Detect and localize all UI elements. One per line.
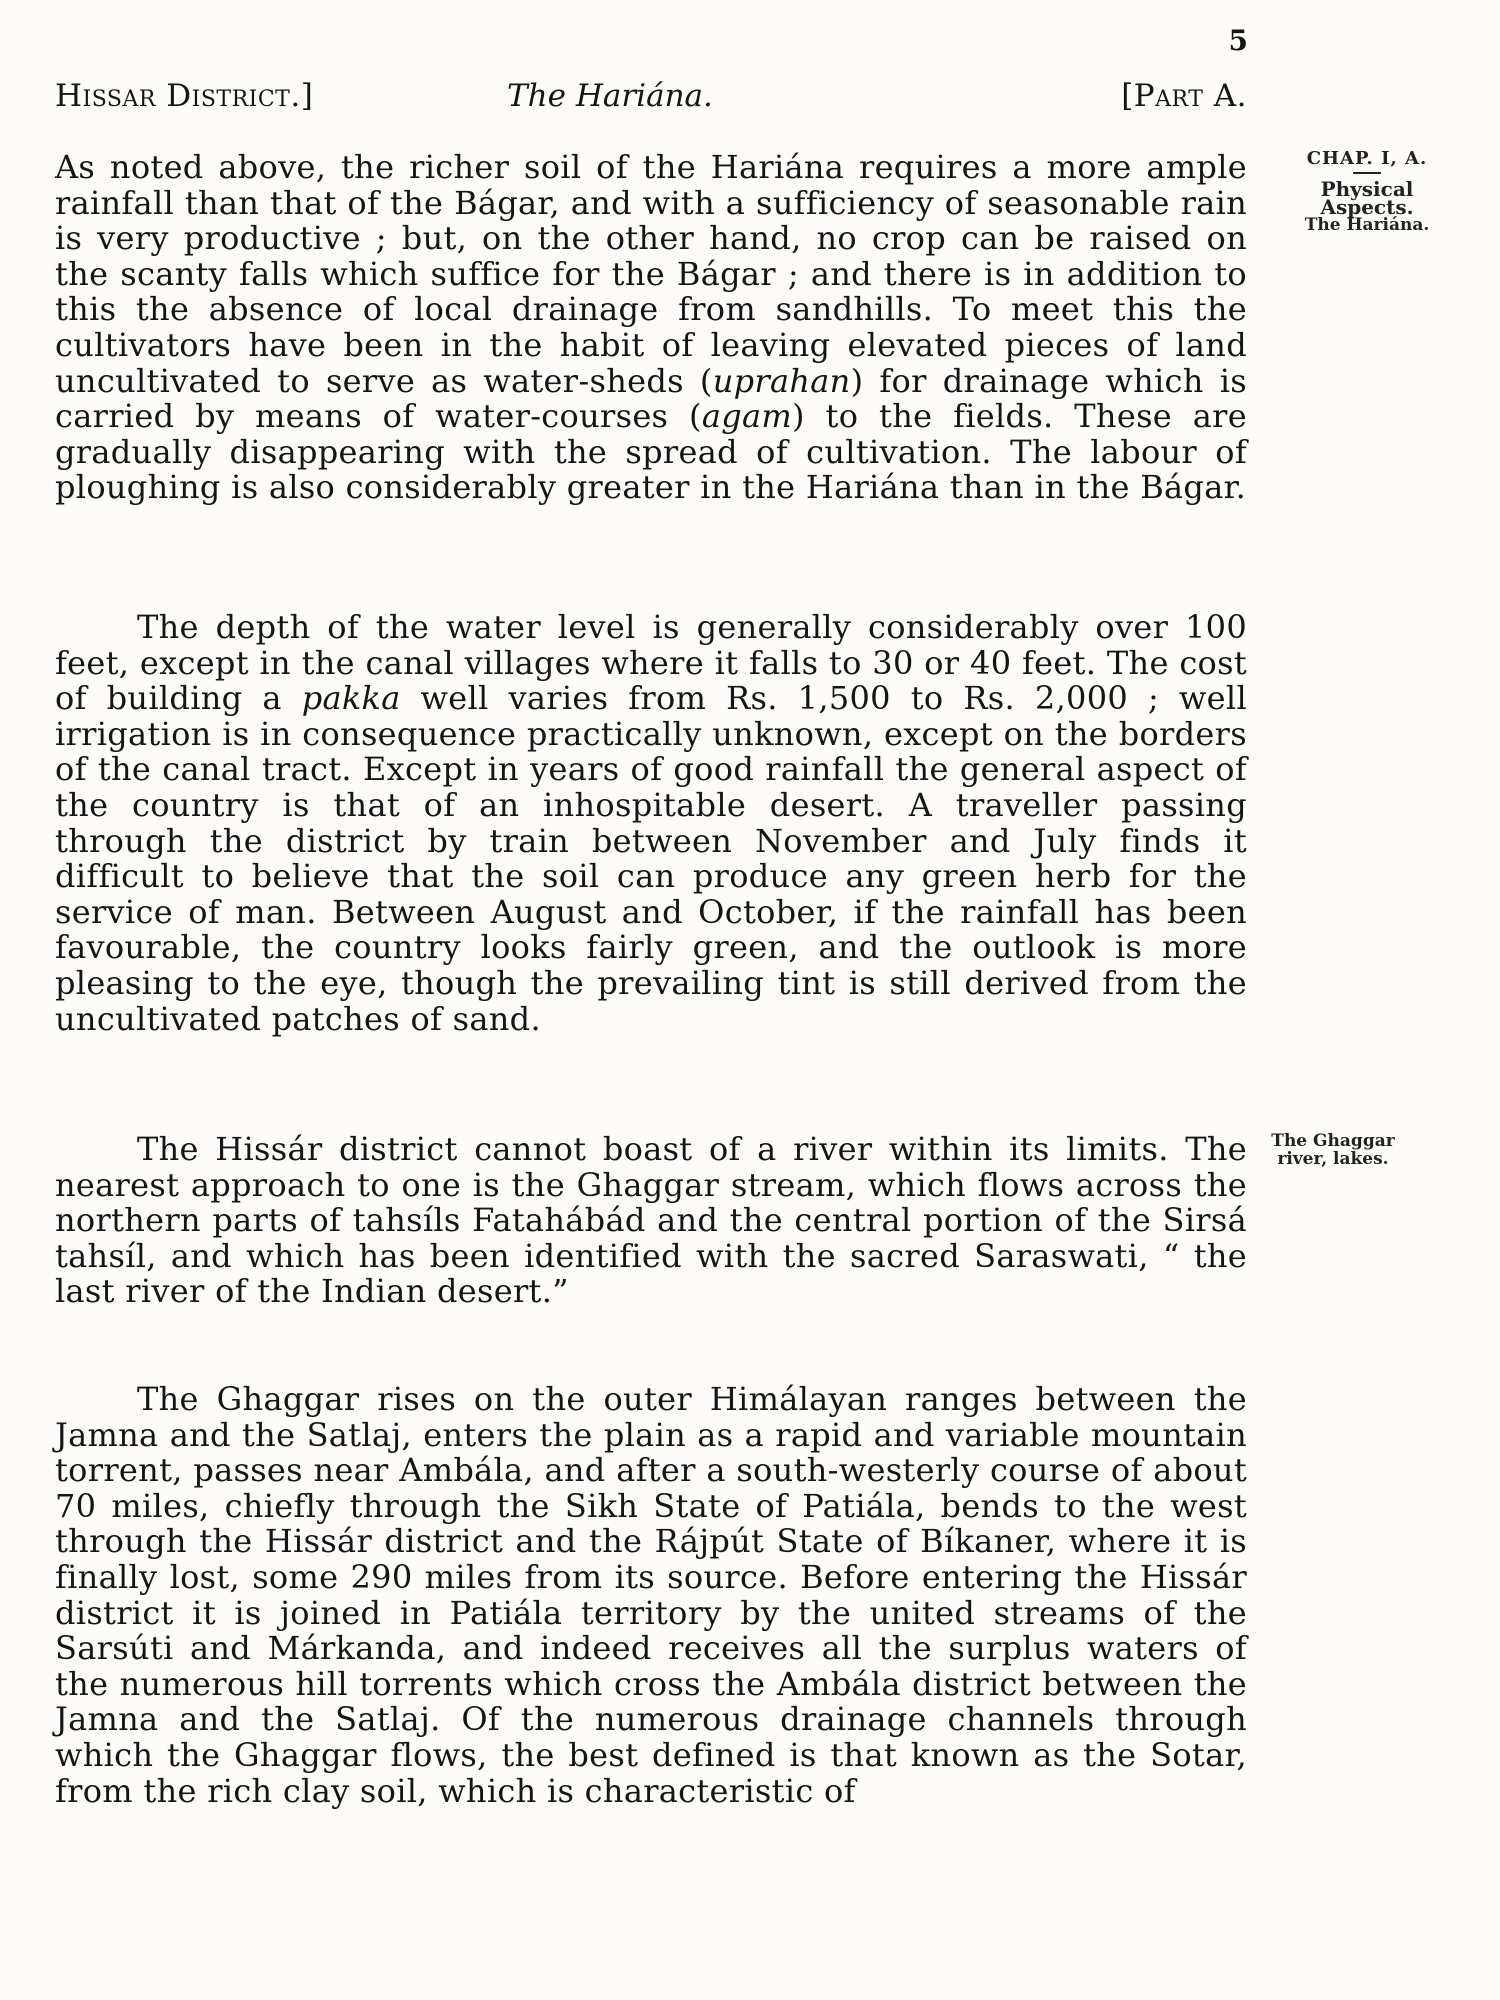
italic-term-pakka: pakka (301, 679, 401, 718)
paragraph-text: The Hissár district cannot boast of a river within its limits. The nearest approach to one is the Ghaggar stream, which flows across the northern parts of tahsíls Fatahábád and the central portion of the Sirsá tahsíl, and which has been identified with the sacred Saraswati, “ the last river of the Indian desert.” (55, 1130, 1247, 1311)
margin-physical-aspects: Physical Aspects. (1320, 177, 1414, 219)
paragraph-text: The Ghaggar rises on the outer Himálayan ranges between the Jamna and the Satlaj, enters the plain as a rapid and variable mountain torrent, passes near Ambála, and after a south-westerly course of about 70 miles, chiefly through the Sikh State of Patiála, bends to the west through the Hissár district and the Rájpút State of Bíkaner, where it is finally lost, some 290 miles from its source. Before entering the Hissár district it is joined in Patiála territory by the united streams of the Sarsúti and Márkanda, and indeed receives all the surplus waters of the numerous hill torrents which cross the Ambála district between the Jamna and the Satlaj. Of the numerous drainage channels through which the Ghaggar flows, the best defined is that known as the Sotar, from the rich clay soil, which is characteristic of (55, 1380, 1247, 1810)
paragraph-ghaggar-intro (55, 1132, 1247, 1310)
paragraph-hariana-soil (55, 150, 1247, 506)
paragraph-ghaggar-course (55, 1382, 1247, 1809)
paragraph-text: ) to the fields. These are gradually disappearing with the spread of cultivation. The labour of ploughing is also considerably greater in the Hariána than in the Bágar. (55, 397, 1247, 507)
paragraph-text: The depth of the water level is generally considerably over 100 feet, except in the canal villages where it falls to 30 or 40 feet. The cost of building a (55, 608, 1247, 718)
running-head (55, 78, 1247, 118)
italic-term-uprahan: uprahan (712, 361, 851, 400)
margin-chapter-label: CHAP. I, A. (1306, 148, 1428, 169)
running-head-district: Hissar District.] (55, 78, 314, 114)
paragraph-water-level (55, 610, 1247, 1037)
margin-section-hariana: The Hariána. (1304, 215, 1430, 235)
running-head-part: [Part A. (1121, 78, 1247, 114)
margin-rule (1353, 172, 1381, 174)
paragraph-text: well varies from Rs. 1,500 to Rs. 2,000 ; well irrigation is in consequence practically unknown, except on the borders of the canal tract. Except in years of good rainfall the general aspect of the country is that of an inhospitable desert. A traveller passing through the district by train between November and July finds it difficult to believe that the soil can produce any green herb for the service of man. Between August and October, if the rainfall has been favourable, the country looks fairly green, and the outlook is more pleasing to the eye, though the prevailing tint is still derived from the uncultivated patches of sand. (55, 679, 1247, 1038)
margin-note-ghaggar: The Ghaggar river, lakes. (1271, 1131, 1395, 1169)
italic-term-agam: agam (701, 397, 793, 436)
margin-note-chapter (1272, 150, 1462, 234)
paragraph-text: ) for drainage which is carried by means of water-courses ( (55, 361, 1247, 436)
running-head-title: The Hariána. (507, 78, 713, 114)
page-number: 5 (1228, 24, 1248, 57)
paragraph-text: As noted above, the richer soil of the Hariána requires a more ample rainfall than that of the Bágar, and with a sufficiency of seasonable rain is very productive ; but, on the other hand, no crop can be raised on the scanty falls which suffice for the Bágar ; and there is in addition to this the absence of local drainage from sandhills. To meet this the cultivators have been in the habit of leaving elevated pieces of land uncultivated to serve as water-sheds ( (55, 148, 1247, 400)
